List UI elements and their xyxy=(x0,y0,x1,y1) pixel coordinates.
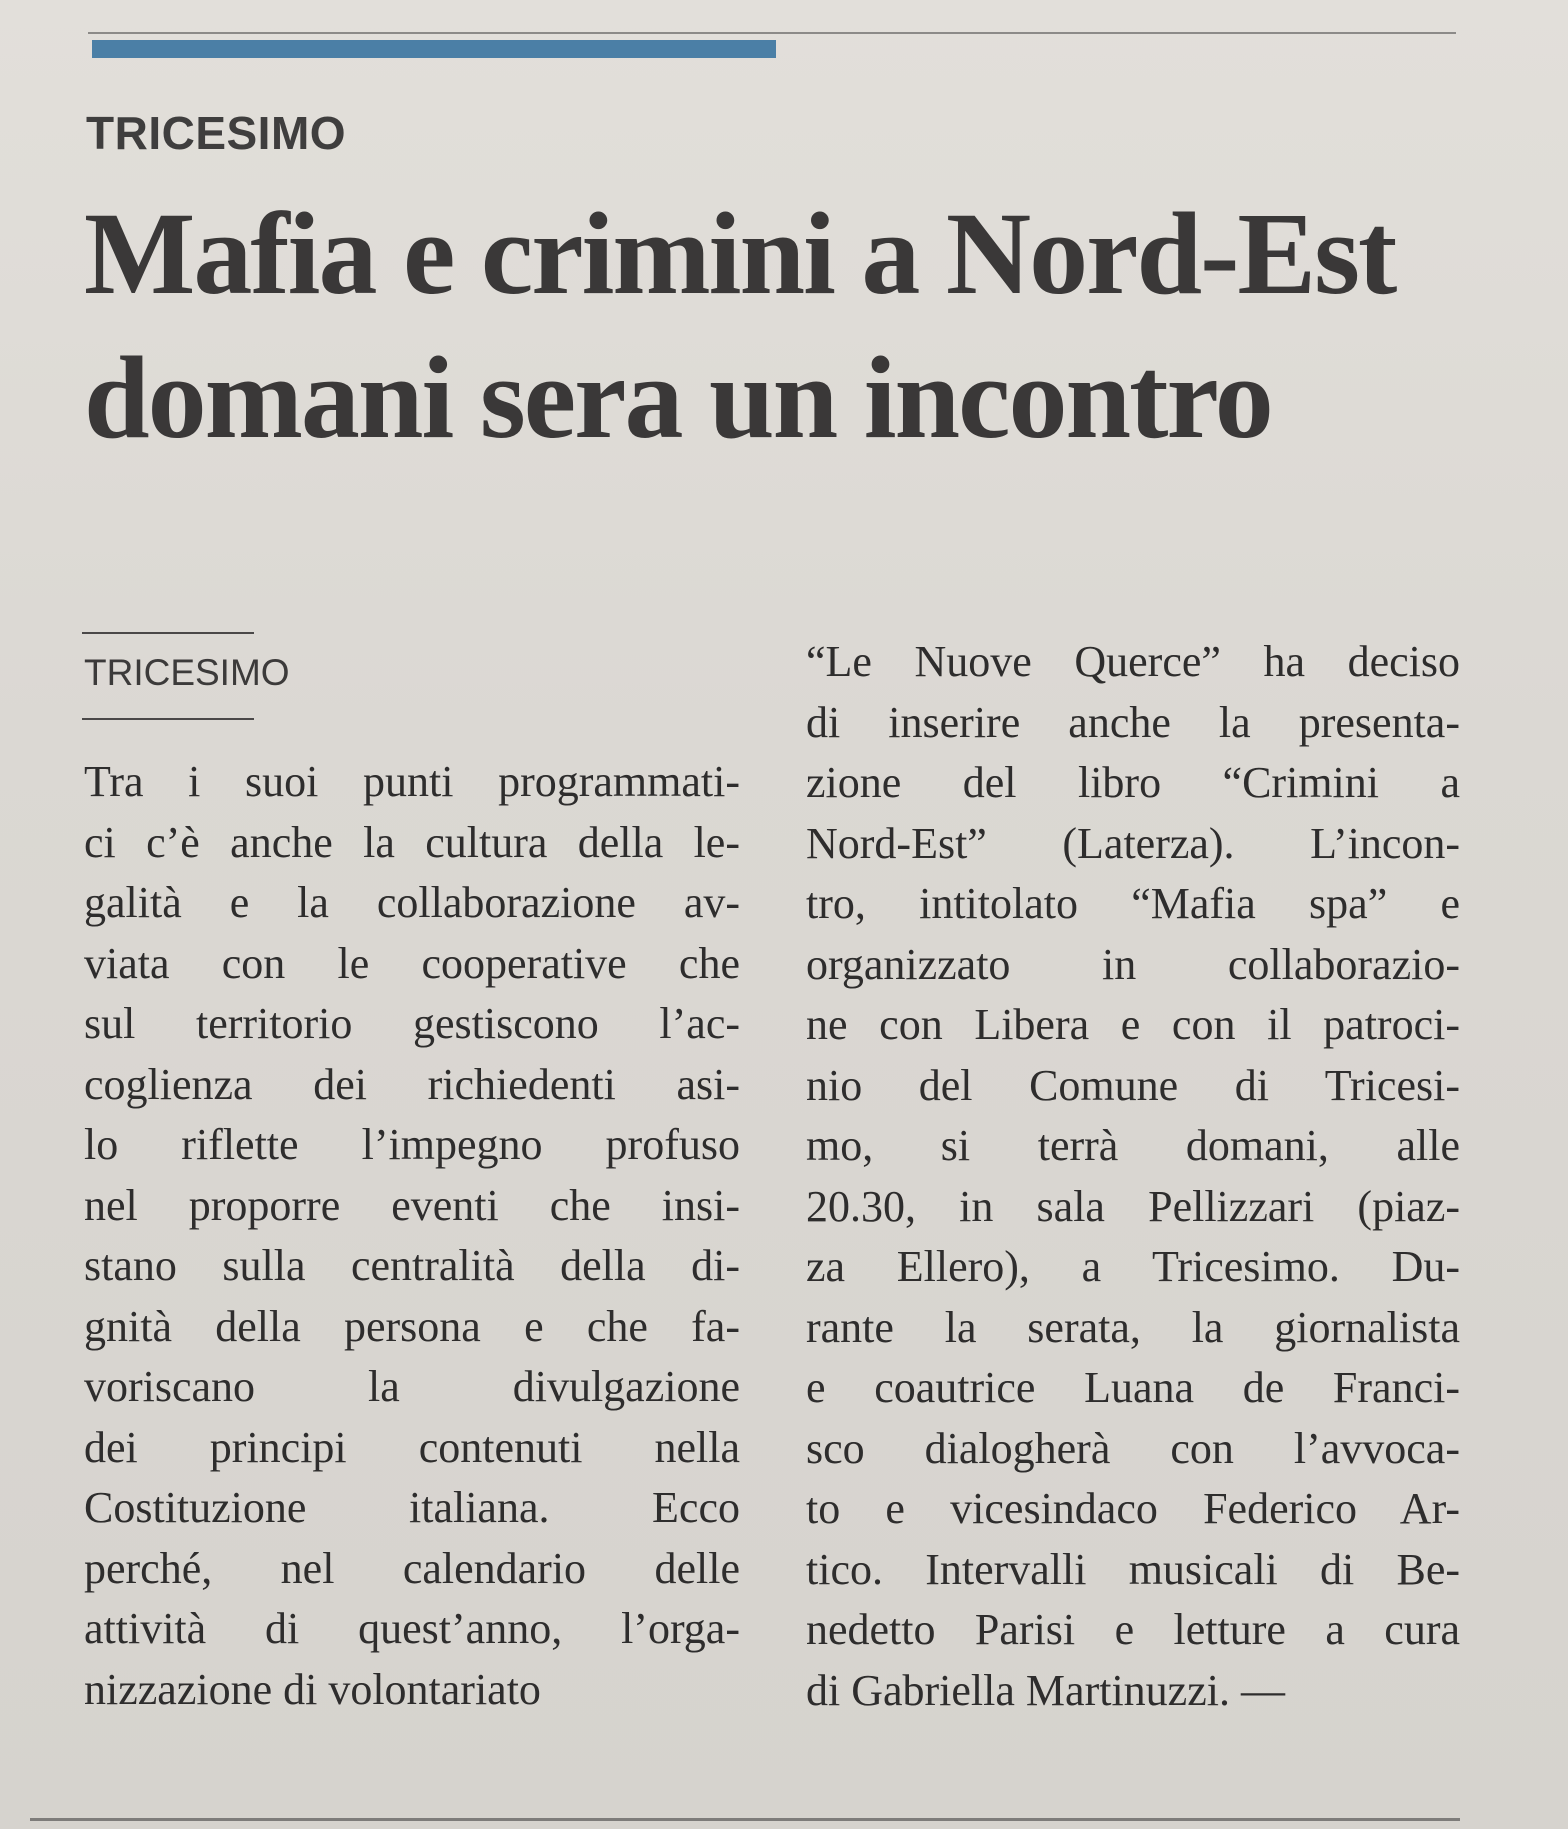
body-text-line: Nord-Est” (Laterza). L’incon- xyxy=(806,818,1460,868)
body-text-line: nio del Comune di Tricesi- xyxy=(806,1060,1460,1110)
bottom-rule xyxy=(30,1818,1460,1821)
body-text-line: lo riflette l’impegno profuso xyxy=(84,1120,740,1169)
body-text-line: “Le Nuove Querce” ha deciso xyxy=(806,637,1460,686)
body-text-line: ne con Libera e con il patroci- xyxy=(806,1000,1460,1049)
body-text-line: tro, intitolato “Mafia spa” e xyxy=(806,879,1460,928)
body-text-line: Tra i suoi punti programmati- xyxy=(84,757,740,806)
body-text-line: coglienza dei richiedenti asi- xyxy=(84,1059,740,1109)
dateline-rule-bottom xyxy=(82,718,254,720)
body-text-line: ci c’è anche la cultura della le- xyxy=(84,817,740,867)
article-body-left-column xyxy=(84,752,740,1720)
body-text-line: gnità della persona e che fa- xyxy=(84,1301,740,1351)
body-text-line: zione del libro “Crimini a xyxy=(806,758,1460,807)
body-text-line: stano sulla centralità della di- xyxy=(84,1241,740,1290)
body-text-line: za Ellero), a Tricesimo. Du- xyxy=(806,1242,1460,1291)
body-text-line: nedetto Parisi e letture a cura xyxy=(806,1605,1460,1654)
body-text-line: viata con le cooperative che xyxy=(84,938,740,988)
body-text-line: e coautrice Luana de Franci- xyxy=(806,1363,1460,1412)
headline-line: domani sera un incontro xyxy=(84,332,1272,463)
body-text-line: sul territorio gestiscono l’ac- xyxy=(84,999,740,1048)
body-text-line: di inserire anche la presenta- xyxy=(806,697,1460,747)
body-text-line: rante la serata, la giornalista xyxy=(806,1302,1460,1352)
section-kicker: TRICESIMO xyxy=(86,107,347,159)
headline-line: Mafia e crimini a Nord-Est xyxy=(84,188,1396,319)
article-body-right-column xyxy=(806,632,1460,1721)
body-text-line: 20.30, in sala Pellizzari (piaz- xyxy=(806,1181,1460,1231)
section-accent-bar xyxy=(92,40,776,58)
body-text-line: nizzazione di volontariato xyxy=(84,1664,541,1714)
body-text-line: perché, nel calendario delle xyxy=(84,1543,740,1593)
body-text-line: tico. Intervalli musicali di Be- xyxy=(806,1544,1460,1594)
body-text-line: voriscano la divulgazione xyxy=(84,1362,740,1411)
headline xyxy=(84,182,1484,470)
dateline-rule-top xyxy=(82,632,254,634)
top-rule xyxy=(88,32,1456,34)
body-text-line: dei principi contenuti nella xyxy=(84,1422,740,1472)
body-text-line: Costituzione italiana. Ecco xyxy=(84,1483,740,1532)
body-text-line: to e vicesindaco Federico Ar- xyxy=(806,1484,1460,1533)
body-text-line: sco dialogherà con l’avvoca- xyxy=(806,1423,1460,1473)
body-text-line: galità e la collaborazione av- xyxy=(84,878,740,927)
dateline: TRICESIMO xyxy=(84,652,290,693)
body-text-line: organizzato in collaborazio- xyxy=(806,939,1460,989)
body-text-line: attività di quest’anno, l’orga- xyxy=(84,1604,740,1653)
body-text-line: nel proporre eventi che insi- xyxy=(84,1180,740,1230)
body-text-line: mo, si terrà domani, alle xyxy=(806,1121,1460,1170)
dateline-block xyxy=(82,632,290,720)
body-text-line: di Gabriella Martinuzzi. — xyxy=(806,1665,1285,1715)
